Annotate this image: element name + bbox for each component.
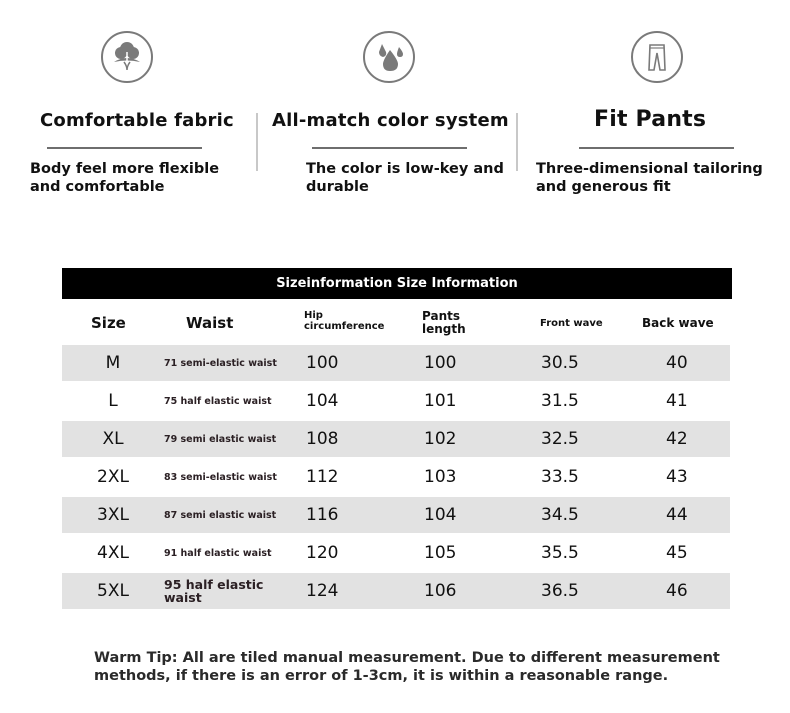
cell-front-wave: 36.5 <box>541 581 579 601</box>
feature-title: Fit Pants <box>594 107 707 132</box>
cell-size: 5XL <box>97 581 129 601</box>
column-header-front-wave: Front wave <box>540 318 603 329</box>
cell-length: 106 <box>424 581 457 601</box>
cotton-flower-icon <box>101 31 153 83</box>
cell-length: 103 <box>424 467 457 487</box>
divider <box>579 147 734 149</box>
cell-back-wave: 40 <box>666 353 688 373</box>
cell-size: 3XL <box>97 505 129 525</box>
cell-length: 104 <box>424 505 457 525</box>
size-table-title: Sizeinformation Size Information <box>62 268 732 299</box>
table-row <box>62 421 730 457</box>
cell-waist: 87 semi elastic waist <box>164 509 277 521</box>
column-header-pants-length: Pants length <box>422 309 466 336</box>
divider <box>47 147 202 149</box>
cell-hip: 112 <box>306 467 339 487</box>
cell-waist: 71 semi-elastic waist <box>164 357 277 369</box>
vertical-divider <box>256 113 258 171</box>
cell-back-wave: 46 <box>666 581 688 601</box>
cell-size: 2XL <box>97 467 129 487</box>
cell-length: 100 <box>424 353 457 373</box>
warm-tip: Warm Tip: All are tiled manual measurement. Due to different measurement methods, if there is an error of 1-3cm, it is within a reasonable range. <box>94 650 720 684</box>
table-row <box>62 573 730 609</box>
cell-hip: 104 <box>306 391 339 411</box>
cell-hip: 108 <box>306 429 339 449</box>
pants-icon <box>631 31 683 83</box>
column-header-size: Size <box>91 314 126 332</box>
cell-waist: 91 half elastic waist <box>164 547 272 559</box>
column-header-waist: Waist <box>186 314 234 332</box>
column-header-hip: Hip circumference <box>304 310 385 332</box>
cell-size: L <box>108 391 118 411</box>
cell-length: 101 <box>424 391 457 411</box>
cell-front-wave: 32.5 <box>541 429 579 449</box>
cell-length: 105 <box>424 543 457 563</box>
feature-description: The color is low-key and durable <box>306 161 504 195</box>
cell-waist: 95 half elastic waist <box>164 577 264 605</box>
feature-description: Body feel more flexible and comfortable <box>30 161 220 195</box>
divider <box>312 147 467 149</box>
cell-front-wave: 34.5 <box>541 505 579 525</box>
feature-description: Three-dimensional tailoring and generous fit <box>536 161 763 195</box>
cell-size: 4XL <box>97 543 129 563</box>
cell-waist: 79 semi elastic waist <box>164 433 277 445</box>
feature-title: All-match color system <box>272 110 509 131</box>
cell-waist: 83 semi-elastic waist <box>164 471 277 483</box>
cell-back-wave: 45 <box>666 543 688 563</box>
cell-back-wave: 42 <box>666 429 688 449</box>
cell-waist: 75 half elastic waist <box>164 395 272 407</box>
feature-title: Comfortable fabric <box>40 110 234 131</box>
cell-hip: 100 <box>306 353 339 373</box>
table-row <box>62 345 730 381</box>
table-row <box>62 383 730 419</box>
cell-back-wave: 44 <box>666 505 688 525</box>
cell-back-wave: 41 <box>666 391 688 411</box>
cell-size: XL <box>102 429 124 449</box>
cell-front-wave: 31.5 <box>541 391 579 411</box>
column-header-back-wave: Back wave <box>642 316 714 330</box>
table-row <box>62 497 730 533</box>
cell-hip: 124 <box>306 581 339 601</box>
vertical-divider <box>516 113 518 171</box>
cell-front-wave: 35.5 <box>541 543 579 563</box>
cell-hip: 120 <box>306 543 339 563</box>
cell-front-wave: 33.5 <box>541 467 579 487</box>
water-drops-icon <box>363 31 415 83</box>
cell-back-wave: 43 <box>666 467 688 487</box>
cell-size: M <box>105 353 121 373</box>
cell-hip: 116 <box>306 505 339 525</box>
cell-front-wave: 30.5 <box>541 353 579 373</box>
cell-length: 102 <box>424 429 457 449</box>
table-row <box>62 535 730 571</box>
table-row <box>62 459 730 495</box>
